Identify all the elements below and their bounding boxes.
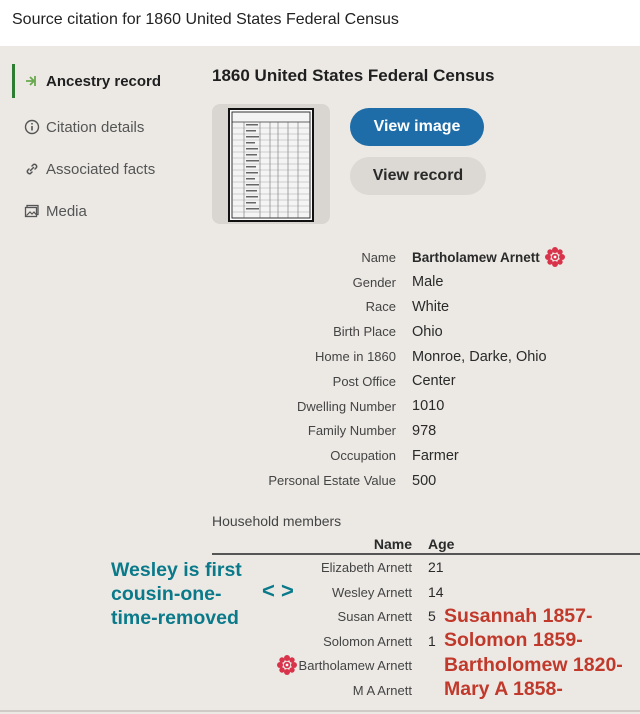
fact-row-home: [212, 344, 632, 369]
annotation-arrows: < >: [262, 578, 294, 603]
member-name[interactable]: Elizabeth Arnett: [320, 560, 412, 575]
member-name[interactable]: Solomon Arnett: [323, 633, 412, 649]
annotation-cousin-note: [111, 558, 242, 630]
member-age: 21: [428, 559, 444, 575]
ancestry-leaf-icon: [24, 73, 40, 89]
fact-label: Dwelling Number: [297, 398, 396, 414]
member-name[interactable]: Susan Arnett: [337, 609, 412, 625]
fact-value: 500: [412, 472, 437, 489]
page-title: Source citation for 1860 United States Federal Census: [12, 11, 399, 28]
annotation-line: cousin-one-: [111, 583, 222, 605]
fact-label: Personal Estate Value: [268, 473, 396, 489]
fact-value: Center: [412, 373, 456, 390]
member-age: 14: [428, 583, 444, 600]
fact-row-birth-place: [212, 319, 632, 344]
member-age: 1: [428, 632, 436, 649]
nav-item-citation-details[interactable]: [12, 106, 192, 148]
member-name[interactable]: Wesley Arnett: [332, 584, 412, 600]
fact-row-personal-estate: [212, 468, 632, 493]
census-sheet-graphic: [230, 110, 312, 220]
red-star-icon: [276, 654, 298, 676]
fact-value: Farmer: [412, 447, 459, 464]
facts-list: [212, 245, 632, 493]
column-header-age: Age: [428, 536, 455, 552]
image-icon: [24, 203, 40, 219]
annotation-birth-years: [444, 604, 623, 701]
fact-label: Occupation: [330, 448, 396, 464]
column-header-name: Name: [373, 536, 412, 552]
page-header: [0, 0, 640, 46]
fact-value: 978: [412, 422, 437, 439]
annotation-line: Susannah 1857-: [444, 605, 593, 627]
record-title: 1860 United States Federal Census: [212, 66, 495, 85]
nav-item-associated-facts[interactable]: [12, 148, 192, 190]
fact-value: Ohio: [412, 323, 443, 340]
nav-item-ancestry-record[interactable]: [12, 64, 192, 98]
fact-label: Post Office: [332, 373, 396, 389]
fact-row-occupation: [212, 443, 632, 468]
fact-row-gender: [212, 270, 632, 295]
fact-row-dwelling-number: [212, 394, 632, 419]
member-name[interactable]: M A Arnett: [352, 682, 412, 698]
member-name[interactable]: Bartholamew Arnett: [298, 657, 412, 673]
nav-label: Ancestry record: [46, 72, 162, 90]
view-record-button[interactable]: View record: [350, 157, 486, 195]
fact-value: Male: [412, 274, 444, 291]
red-star-icon: [544, 246, 566, 268]
divider: [0, 710, 640, 712]
fact-value: Bartholamew Arnett: [412, 249, 540, 265]
annotation-line: Mary A 1858-: [444, 677, 563, 700]
fact-label: Home in 1860: [315, 349, 396, 365]
fact-value: Monroe, Darke, Ohio: [412, 348, 547, 365]
fact-row-family-number: [212, 419, 632, 444]
view-image-button[interactable]: View image: [350, 108, 484, 146]
fact-label: Name: [361, 249, 396, 265]
fact-value: 1010: [412, 398, 445, 415]
household-title: Household members: [212, 513, 342, 529]
member-age: 5: [428, 608, 436, 625]
fact-label: Race: [365, 299, 396, 315]
annotation-line: Bartholomew 1820-: [444, 653, 623, 676]
annotation-line: time-removed: [111, 607, 239, 629]
sidebar-nav: [12, 64, 192, 232]
table-row[interactable]: [212, 556, 640, 581]
fact-label: Family Number: [307, 423, 396, 439]
info-icon: [24, 119, 40, 135]
link-icon: [24, 161, 40, 177]
fact-label: Gender: [352, 274, 396, 290]
fact-label: Birth Place: [333, 324, 396, 340]
annotation-line: Wesley is first: [111, 559, 242, 581]
census-page-image: [228, 108, 314, 222]
member-name-with-star[interactable]: [276, 654, 412, 676]
fact-row-race: [212, 295, 632, 320]
fact-value: White: [412, 298, 450, 315]
annotation-line: Solomon 1859-: [444, 629, 583, 652]
nav-label: Media: [46, 202, 87, 220]
fact-row-name: [212, 245, 632, 270]
household-table-header: [212, 533, 640, 555]
fact-row-post-office: [212, 369, 632, 394]
nav-label: Citation details: [46, 118, 145, 136]
nav-label: Associated facts: [46, 160, 156, 178]
nav-item-media[interactable]: [12, 190, 192, 232]
census-thumbnail[interactable]: [212, 104, 330, 224]
